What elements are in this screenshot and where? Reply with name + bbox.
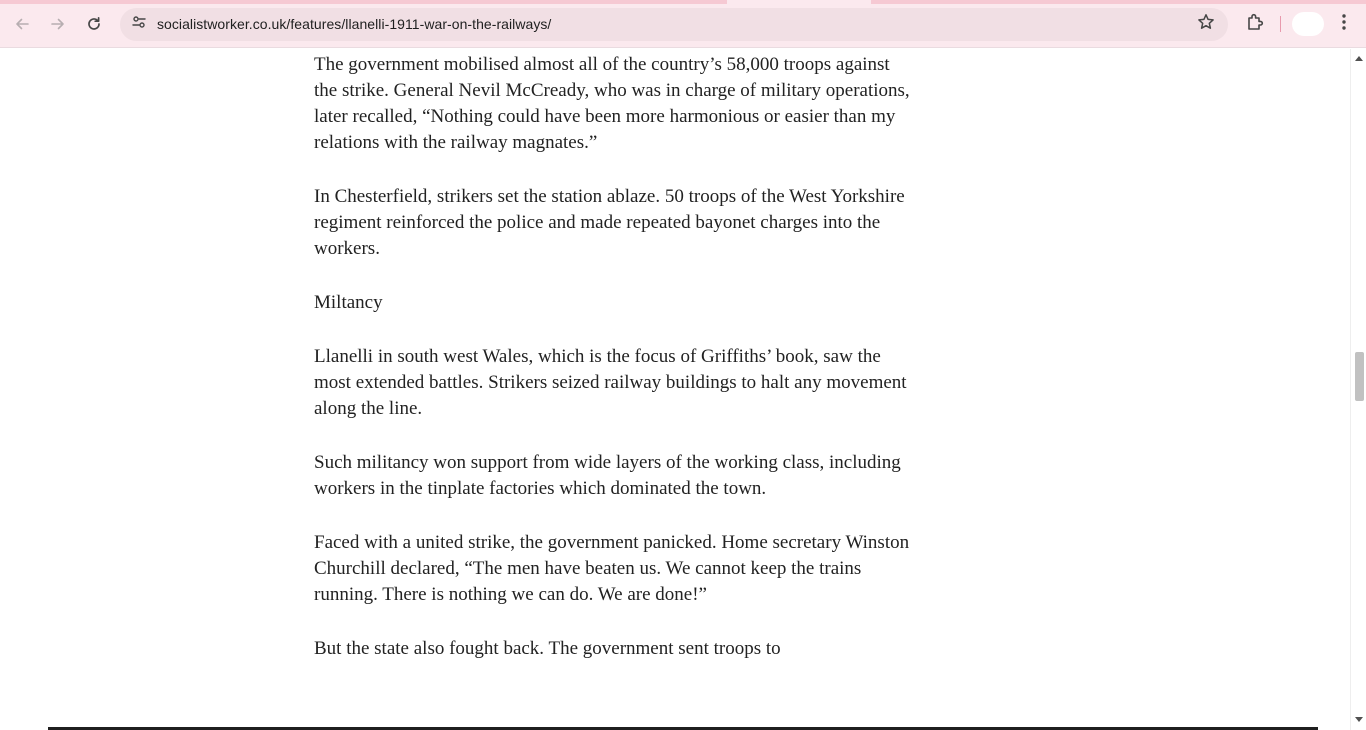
- browser-toolbar: [0, 0, 1366, 48]
- kebab-menu-icon: [1342, 14, 1346, 35]
- site-info-button[interactable]: [126, 12, 151, 37]
- article-paragraph: The government mobilised almost all of the country’s 58,000 troops against the strike. General Nevil McCready, who was in charge of military operations, later recalled, “Nothing could have been more harmonious or easier than my relations with the railway magnates.”: [314, 54, 910, 153]
- tune-icon: [131, 14, 147, 35]
- puzzle-icon: [1245, 12, 1265, 37]
- scroll-thumb[interactable]: [1355, 352, 1364, 401]
- arrow-left-icon: [14, 16, 30, 32]
- article-paragraph: Llanelli in south west Wales, which is the focus of Griffiths’ book, saw the most extended battles. Strikers seized railway buildings to halt any movement along the line.: [314, 346, 907, 419]
- page-viewport: [0, 49, 1350, 730]
- back-button[interactable]: [8, 10, 36, 38]
- toolbar-divider: [1280, 16, 1281, 32]
- article-paragraph: In Chesterfield, strikers set the station ablaze. 50 troops of the West Yorkshire regiment reinforced the police and made repeated bayonet charges into the workers.: [314, 186, 905, 259]
- address-bar[interactable]: [120, 8, 1228, 41]
- scroll-down-arrow[interactable]: [1354, 715, 1364, 723]
- profile-avatar[interactable]: [1292, 12, 1324, 36]
- reload-icon: [86, 16, 102, 32]
- forward-button[interactable]: [44, 10, 72, 38]
- url-text[interactable]: socialistworker.co.uk/features/llanelli-1911-war-on-the-railways/: [157, 16, 552, 32]
- scroll-up-arrow[interactable]: [1354, 54, 1364, 62]
- star-icon: [1197, 13, 1215, 36]
- extensions-button[interactable]: [1241, 11, 1268, 38]
- article-subheading: Miltancy: [314, 292, 383, 313]
- article-body: [314, 52, 914, 690]
- article-paragraph: Faced with a united strike, the government panicked. Home secretary Winston Churchill declared, “The men have beaten us. We cannot keep the trains running. There is nothing we can do. We are done!”: [314, 532, 910, 605]
- browser-menu-button[interactable]: [1333, 12, 1355, 36]
- arrow-right-icon: [50, 16, 66, 32]
- article-paragraph: Such militancy won support from wide layers of the working class, including workers in the tinplate factories which dominated the town.: [314, 452, 901, 499]
- reload-button[interactable]: [80, 10, 108, 38]
- article-paragraph: But the state also fought back. The government sent troops to: [314, 638, 781, 659]
- bookmark-button[interactable]: [1193, 12, 1218, 37]
- vertical-scrollbar[interactable]: [1350, 49, 1366, 730]
- tab-strip-accent: [0, 0, 1366, 4]
